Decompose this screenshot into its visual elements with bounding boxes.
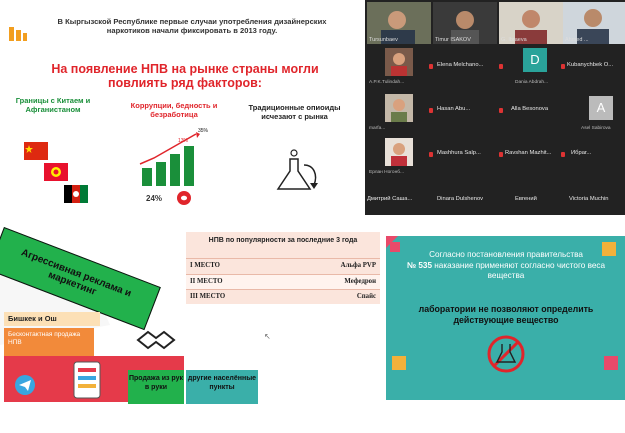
slide-title: На появление НПВ на рынке страны могли повлиять ряд факторов:	[51, 62, 319, 90]
participant-name: Timur ISAKOV	[435, 37, 471, 43]
table-cell-name: Мефедрон	[344, 278, 376, 285]
participant-name: Victoria Muchin	[569, 196, 609, 202]
popularity-table	[186, 232, 380, 304]
chemistry-icon	[270, 145, 330, 201]
table-title: НПВ по популярности за последние 3 года	[208, 237, 358, 244]
slide-header: В Кыргызской Республике первые случаи употребления дизайнерских наркотиков начали фиксировать в 2013 году.	[57, 17, 327, 35]
telegram-icon	[14, 374, 36, 396]
table-cell-name: Спайс	[356, 293, 376, 300]
participant-name: Kubanychbek O...	[567, 62, 614, 68]
table-row	[186, 258, 380, 274]
afghanistan-flag-icon	[64, 185, 88, 203]
participant-name: Ahmed ...	[565, 37, 589, 43]
lab-prohibited-icon	[484, 334, 528, 374]
other-towns-label: другие населённые пункты	[186, 370, 258, 404]
mic-muted-icon	[561, 152, 565, 157]
table-cell-place: III МЕСТО	[190, 293, 226, 300]
participant-name: Дмитрий Саша...	[367, 196, 413, 202]
law-number: № 535	[406, 261, 432, 270]
participant-label: marfa...	[369, 126, 386, 131]
participant-name: Ибраг...	[571, 150, 592, 156]
handshake-icon	[136, 326, 176, 354]
factor-borders: Границы с Китаем и Афганистаном	[15, 96, 91, 114]
participant-name: Dinara Dulshenov	[437, 196, 484, 202]
lab-text: лаборатории не позволяют определить действующие вещество	[418, 304, 594, 325]
video-tile[interactable]	[433, 2, 497, 44]
mic-muted-icon	[499, 152, 503, 157]
slide-law	[386, 236, 625, 400]
participant-name: Elena Melchano...	[437, 62, 484, 68]
contactless-label: Бесконтактная продажа НПВ	[4, 328, 94, 357]
law-text-2-container	[406, 261, 606, 281]
mic-muted-icon	[429, 64, 433, 69]
mouse-cursor-icon: ↖	[264, 332, 271, 341]
participant-name: Hasan Abu...	[437, 106, 471, 112]
mic-muted-icon	[499, 108, 503, 113]
participant-avatar	[385, 94, 413, 122]
participant-name: Mashhura Salp...	[437, 150, 481, 156]
participant-name: Евгений	[515, 196, 537, 202]
hand-to-hand-label: Продажа из рук в руки	[128, 370, 184, 404]
participant-avatar	[385, 138, 413, 166]
kyrgyzstan-flag-icon	[44, 163, 68, 181]
participant-name: Tursunbaev	[369, 37, 398, 43]
table-cell-name: Альфа PVP	[340, 262, 376, 269]
coin-hand-icon	[176, 190, 192, 206]
chart-label-top: 35%	[198, 128, 209, 134]
cities-label: Бишкек и Ош	[4, 312, 100, 326]
law-text-1: Согласно постановления правительства	[429, 250, 583, 259]
participant-initial: D	[523, 48, 547, 72]
chart-label-small: 13%	[178, 138, 189, 144]
video-tile[interactable]	[499, 2, 563, 44]
table-row	[186, 289, 380, 305]
slide-factors	[0, 0, 365, 215]
mic-muted-icon	[499, 64, 503, 69]
participant-avatar	[385, 48, 413, 76]
table-cell-place: II МЕСТО	[190, 278, 223, 285]
banner-text: Агрессивная реклама и маркетинг	[19, 247, 133, 300]
table-cell-place: I МЕСТО	[190, 262, 220, 269]
participant-name: Ravshan Mazhit...	[505, 150, 552, 156]
participants-panel	[365, 0, 625, 215]
participant-label: A.P.K.Tulindah...	[369, 80, 405, 85]
mic-muted-icon	[429, 108, 433, 113]
participant-label: Asel Sabirova	[581, 126, 611, 131]
china-flag-icon	[24, 142, 48, 160]
participant-label: Dania Abdrah...	[515, 80, 549, 85]
participant-name: Alla Besonova	[511, 106, 549, 112]
phone-shop-icon	[58, 360, 118, 400]
table-row	[186, 274, 380, 290]
factor-corruption: Коррупции, бедность и безработица	[130, 101, 218, 119]
law-text-2: наказание применяют согласно чистого веса вещества	[434, 261, 606, 280]
mic-muted-icon	[429, 152, 433, 157]
mic-muted-icon	[561, 64, 565, 69]
logo-icon	[8, 26, 28, 42]
participant-initial: A	[589, 96, 613, 120]
video-tile[interactable]	[367, 2, 431, 44]
participant-label: Ерлан Ногонб...	[369, 170, 404, 175]
participant-name: G. Ibraeva	[501, 37, 527, 43]
video-tile[interactable]	[563, 2, 625, 44]
factor-opioids: Традиционные опиоиды исчезают с рынка	[248, 103, 341, 121]
percent-label: 24%	[146, 194, 163, 203]
